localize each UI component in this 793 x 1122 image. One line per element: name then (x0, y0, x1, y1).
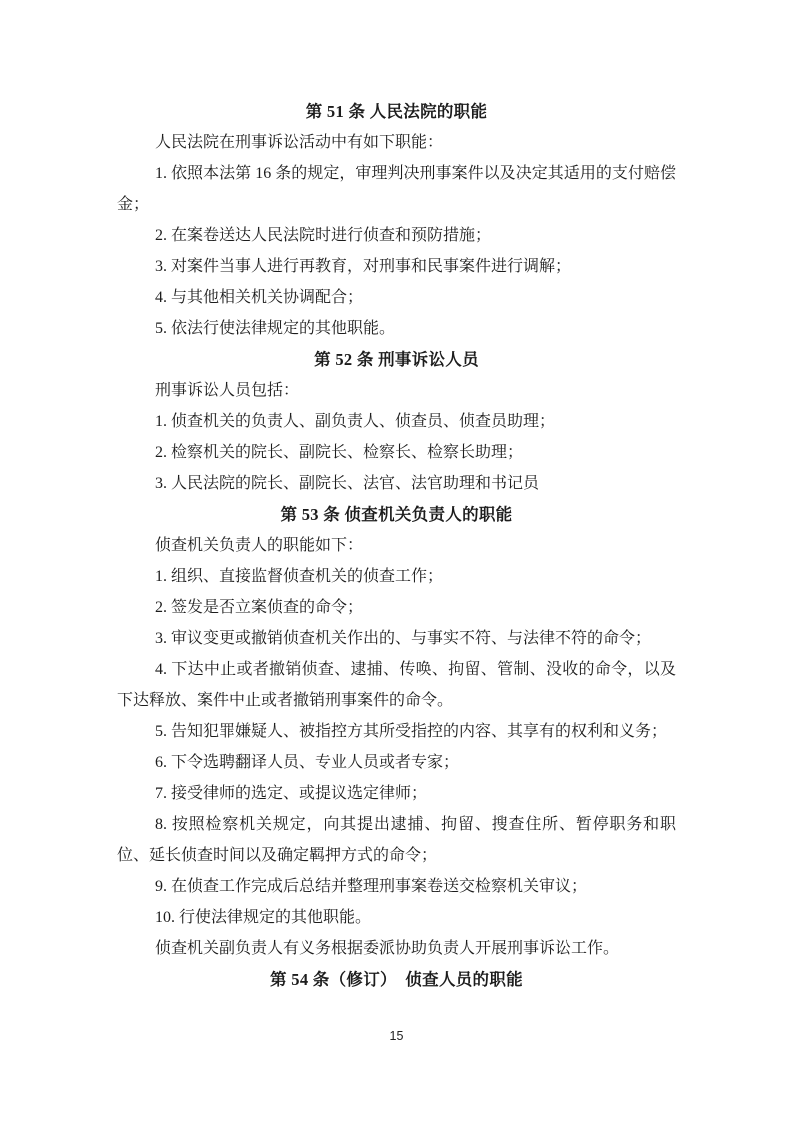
paragraph: 侦查机关负责人的职能如下： (155, 537, 364, 554)
article-heading-4: 第 54 条（修订） 侦查人员的职能 (270, 970, 523, 989)
article-heading-2: 第 52 条 刑事诉讼人员 (314, 350, 479, 369)
article-heading-1: 第 51 条 人民法院的职能 (305, 102, 488, 121)
paragraph: 2. 签发是否立案侦查的命令； (155, 599, 364, 616)
paragraph: 6. 下令选聘翻译人员、专业人员或者专家； (155, 754, 460, 771)
paragraph: 7. 接受律师的选定、或提议选定律师； (155, 785, 428, 802)
paragraph: 8. 按照检察机关规定，向其提出逮捕、拘留、搜查住所、暂停职务和职位、延长侦查时间以及确定羁押方式的命令； (117, 816, 676, 864)
paragraph: 刑事诉讼人员包括： (155, 382, 300, 399)
paragraph: 5. 依法行使法律规定的其他职能。 (155, 320, 396, 337)
paragraph: 2. 检察机关的院长、副院长、检察长、检察长助理； (155, 444, 524, 461)
page-number: 15 (389, 1029, 404, 1043)
paragraph: 侦查机关副负责人有义务根据委派协助负责人开展刑事诉讼工作。 (155, 940, 620, 957)
paragraph: 人民法院在刑事诉讼活动中有如下职能： (155, 134, 444, 151)
paragraph: 2. 在案卷送达人民法院时进行侦查和预防措施； (155, 227, 492, 244)
page-footer (0, 1028, 793, 1044)
document-content (117, 96, 676, 995)
paragraph: 1. 侦查机关的负责人、副负责人、侦查员、侦查员助理； (155, 413, 556, 430)
paragraph: 1. 组织、直接监督侦查机关的侦查工作； (155, 568, 444, 585)
article-heading-3: 第 53 条 侦查机关负责人的职能 (280, 505, 513, 524)
paragraph: 4. 下达中止或者撤销侦查、逮捕、传唤、拘留、管制、没收的命令，以及下达释放、案件中止或者撤销刑事案件的命令。 (117, 661, 676, 709)
paragraph: 9. 在侦查工作完成后总结并整理刑事案卷送交检察机关审议； (155, 878, 588, 895)
paragraph: 5. 告知犯罪嫌疑人、被指控方其所受指控的内容、其享有的权利和义务； (155, 723, 668, 740)
paragraph: 3. 对案件当事人进行再教育，对刑事和民事案件进行调解； (155, 258, 572, 275)
paragraph: 3. 人民法院的院长、副院长、法官、法官助理和书记员 (155, 475, 540, 492)
paragraph: 1. 依照本法第 16 条的规定，审理判决刑事案件以及决定其适用的支付赔偿金； (117, 165, 676, 213)
paragraph: 10. 行使法律规定的其他职能。 (155, 909, 372, 926)
paragraph: 4. 与其他相关机关协调配合； (155, 289, 364, 306)
paragraph: 3. 审议变更或撤销侦查机关作出的、与事实不符、与法律不符的命令； (155, 630, 652, 647)
